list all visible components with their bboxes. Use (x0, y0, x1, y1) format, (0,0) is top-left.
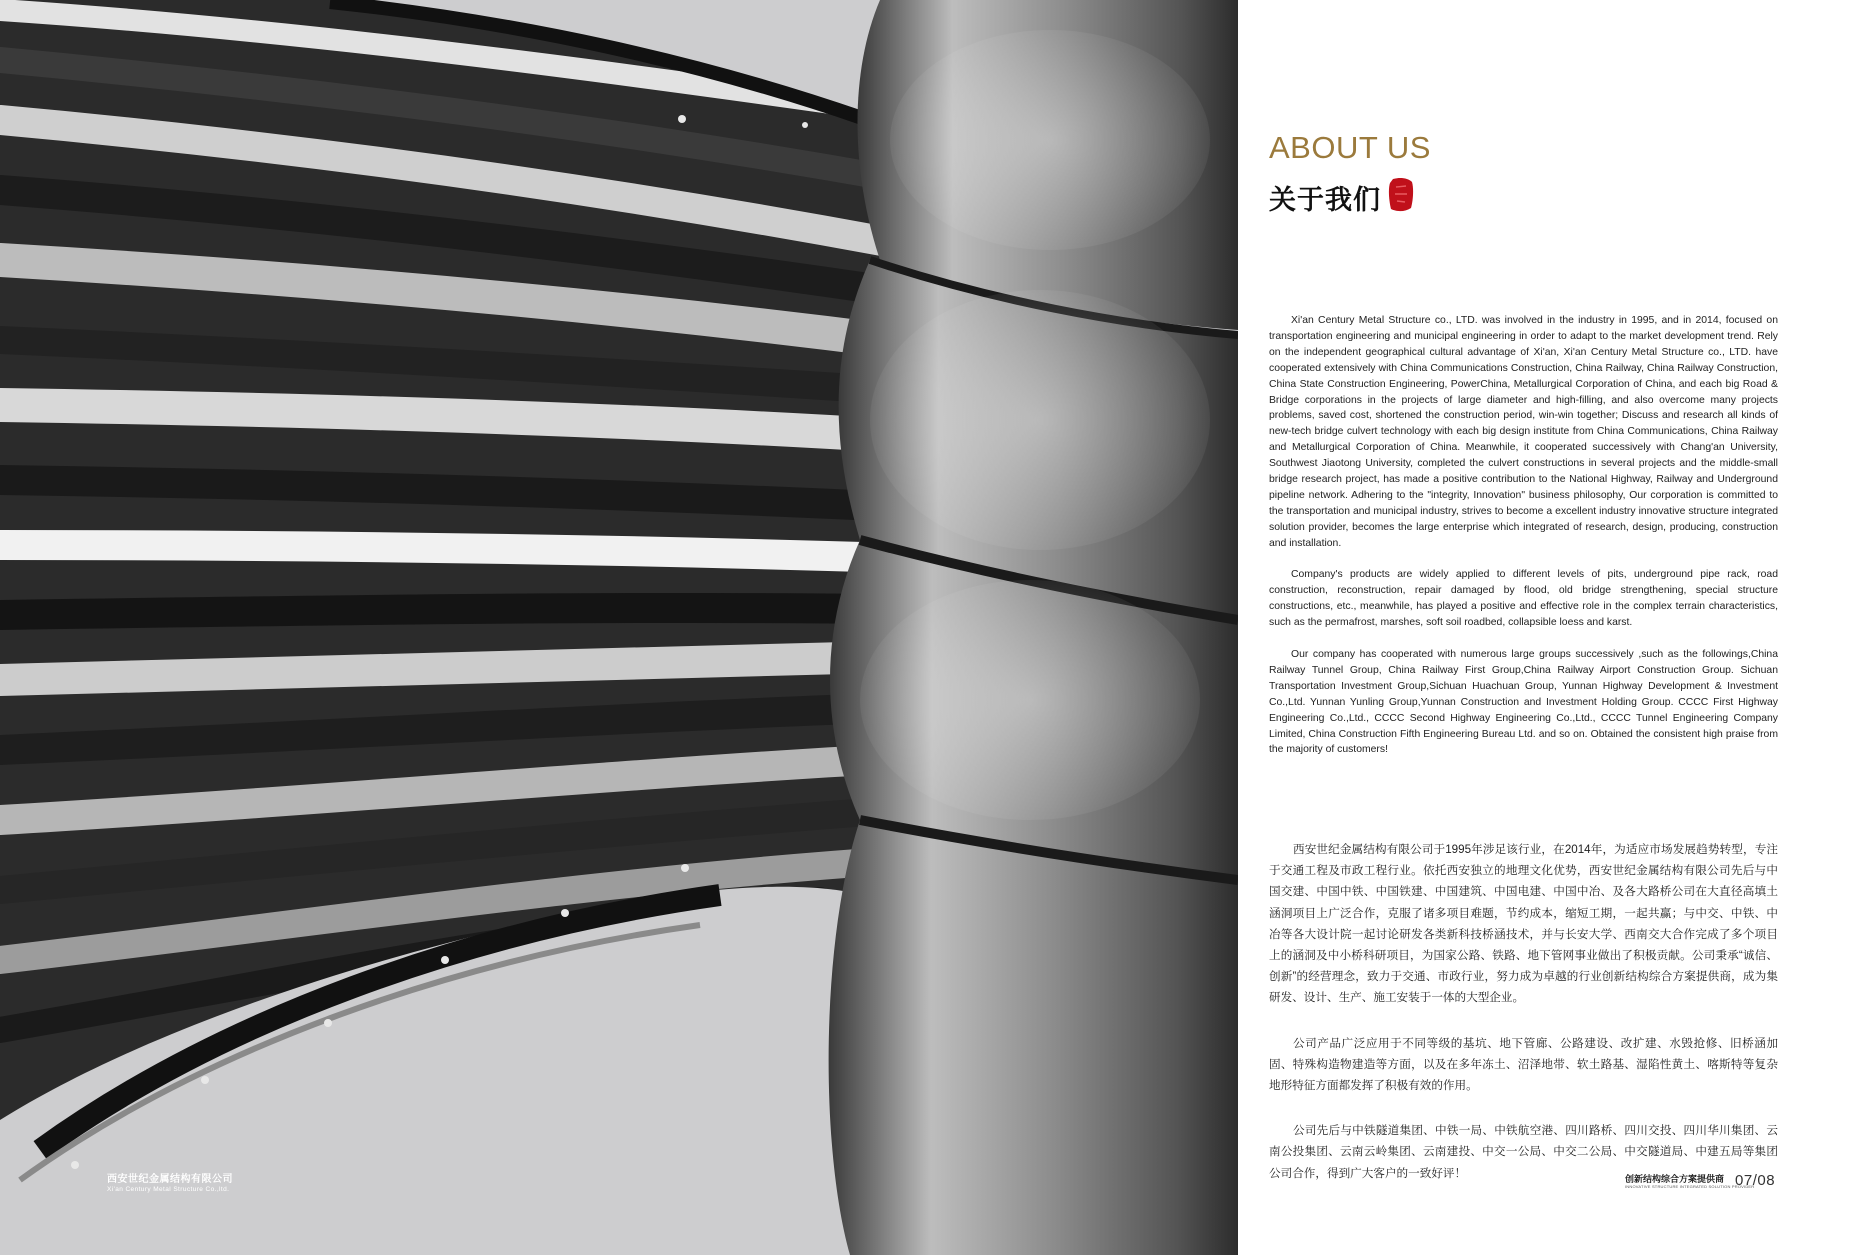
footer-slogan-en: INNOVATIVE STRUCTURE INTEGRATED SOLUTION PROVIDER (1625, 1184, 1755, 1189)
company-name-en: Xi'an Century Metal Structure Co.,ltd. (107, 1185, 230, 1193)
english-description (1269, 313, 1778, 774)
chinese-paragraph-2: 公司产品广泛应用于不同等级的基坑、地下管廊、公路建设、改扩建、水毁抢修、旧桥涵加固、特殊构造物建造等方面，以及在多年冻土、沼泽地带、软土路基、湿陷性黄土、喀斯特等复杂地形特征方面都发挥了积极有效的作用。 (1269, 1036, 1778, 1093)
chinese-paragraph-3: 公司先后与中铁隧道集团、中铁一局、中铁航空港、四川路桥、四川交投、四川华川集团、云南公投集团、云南云岭集团、云南建投、中交一公局、中交二公局、中交隧道局、中建五局等集团公司合作，得到广大客户的一致好评！ (1269, 1124, 1778, 1180)
footer-slogan-cn: 创新结构综合方案提供商 (1625, 1174, 1725, 1184)
company-name-cn: 西安世纪金属结构有限公司 (107, 1174, 233, 1185)
english-paragraph-2: Company's products are widely applied to different levels of pits, underground pipe rack, road construction, reconstruction, repair damaged by flood, old bridge strengthening, special structure constructions, etc., meanwhile, has played a positive and effective role in the complex terrain characteristics, such as the permafrost, marshes, soft soil roadbed, collapsible loess and karst. (1269, 569, 1778, 629)
left-footer-company (107, 1174, 233, 1193)
page-number-separator: / (1752, 1172, 1758, 1189)
english-paragraph-3: Our company has cooperated with numerous large groups successively ,such as the followings,China Railway Tunnel Group, China Railway First Group,China Railway Airport Construction Group. Sichuan Transportation Investment Group,Sichuan Huachuan Group, Yunnan Highway Development & Investment Co.,Ltd. Yunnan Yunling Group,Yunnan Construction and Investment Holding Group. CCCC First Highway Engineering Co.,Ltd., CCCC Second Highway Engineering Co.,Ltd., CCCC Tunnel Engineering Company Limited, China Construction Fifth Engineering Bureau Ltd. and so on. Obtained the consistent high praise from the majority of customers! (1269, 649, 1778, 756)
page-number (1735, 1172, 1775, 1189)
page-title-en: ABOUT US (1269, 130, 1431, 165)
red-seal-icon (1388, 177, 1414, 213)
chinese-paragraph-1: 西安世纪金属结构有限公司于1995年涉足该行业，在2014年，为适应市场发展趋势转型，专注于交通工程及市政工程行业。依托西安独立的地理文化优势，西安世纪金属结构有限公司先后与中国交建、中国中铁、中国铁建、中国建筑、中国电建、中国中冶、及各大路桥公司在大直径高填土涵洞项目上广泛合作，克服了诸多项目难题，节约成本，缩短工期，一起共赢；与中交、中铁、中冶等各大设计院一起讨论研发各类新科技桥涵技术，并与长安大学、西南交大合作完成了多个项目上的涵洞及中小桥科研项目，为国家公路、铁路、地下管网事业做出了积极贡献。公司秉承“诚信、创新”的经营理念，致力于交通、市政行业，努力成为卓越的行业创新结构综合方案提供商，成为集研发、设计、生产、施工安装于一体的大型企业。 (1269, 843, 1778, 1005)
page-number-right: 08 (1757, 1172, 1776, 1189)
page-title-cn: 关于我们 (1269, 185, 1381, 215)
page-number-left: 07 (1735, 1172, 1753, 1189)
english-paragraph-1: Xi'an Century Metal Structure co., LTD. was involved in the industry in 1995, and in 2014, focused on transportation engineering and municipal engineering in order to adapt to the market development trend. Rely on the independent geographical cultural advantage of Xi'an, Xi'an Century Metal Structure co., LTD. have cooperated extensively with China Communications Construction, China Railway, China Railway Construction, China State Construction Engineering, PowerChina, Metallurgical Corporation of China, and each big Road & Bridge corporations in the projects of large diameter and high-filling, and also overcome many projects problems, saved cost, shortened the construction period, win-win together; Discuss and research all kinds of new-tech bridge culvert technology with each big design institute from China Communications, China Railway and Metallurgical Corporation of China. Meanwhile, it cooperated successively with Chang'an University, Southwest Jiaotong University, completed the culvert constructions in several projects and the middle-small bridge research project, has made a positive contribution to the National Highway, Railway and Underground pipeline network. Adhering to the "integrity, Innovation" business philosophy, Our corporation is committed to the transportation and municipal industry, strives to become a excellent industry innovative structure integrated solution provider, becomes the large enterprise which integrated of research, design, producing, construction and installation. (1269, 315, 1778, 549)
chinese-description (1269, 839, 1778, 1208)
